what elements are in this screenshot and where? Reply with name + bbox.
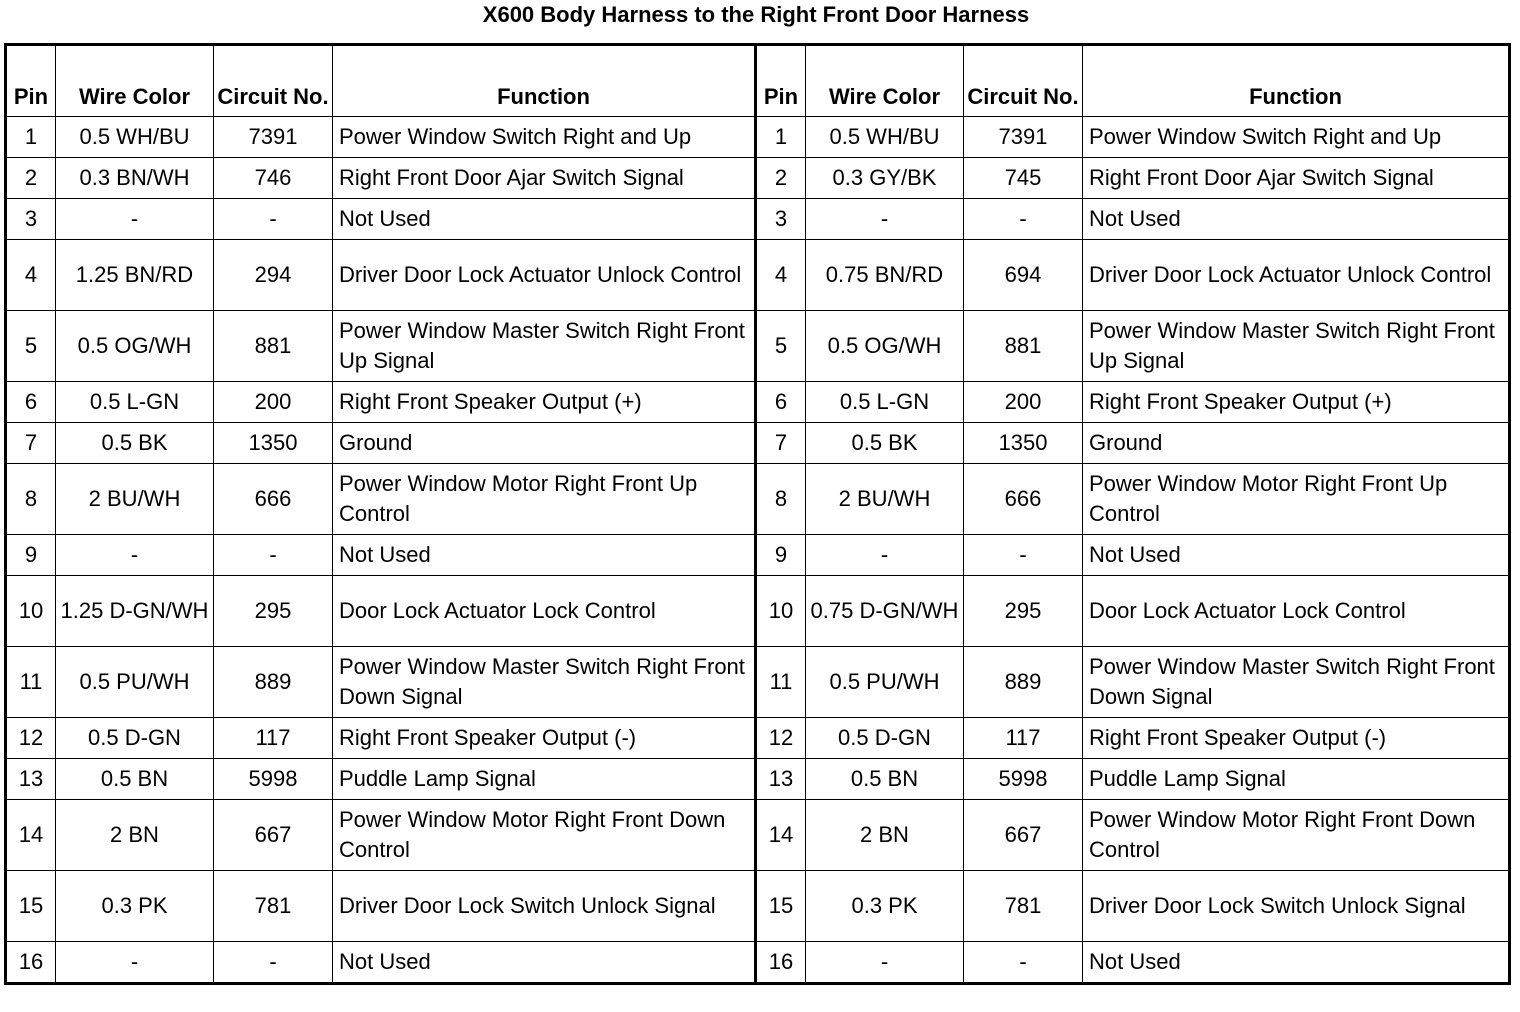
table-row <box>6 759 1510 800</box>
right-circuit-no-cell: 781 <box>964 871 1083 942</box>
right-function-cell: Power Window Motor Right Front Down Control <box>1083 800 1510 871</box>
right-wire-color-cell: 2 BN <box>806 800 964 871</box>
left-function-cell: Power Window Master Switch Right Front Up Signal <box>333 311 756 382</box>
right-circuit-no-cell: 5998 <box>964 759 1083 800</box>
table-row <box>6 647 1510 718</box>
right-circuit-no-cell: 295 <box>964 576 1083 647</box>
right-wire-color-cell: - <box>806 535 964 576</box>
right-function-cell: Not Used <box>1083 942 1510 984</box>
header-pin: Pin <box>6 45 56 117</box>
left-function-cell: Power Window Switch Right and Up <box>333 117 756 158</box>
table-row <box>6 311 1510 382</box>
left-circuit-no-cell: 295 <box>214 576 333 647</box>
right-circuit-no-cell: 745 <box>964 158 1083 199</box>
left-function-cell: Driver Door Lock Actuator Unlock Control <box>333 240 756 311</box>
left-circuit-no-cell: 7391 <box>214 117 333 158</box>
table-row <box>6 942 1510 984</box>
left-wire-color-cell: 0.5 WH/BU <box>56 117 214 158</box>
header-pin: Pin <box>756 45 806 117</box>
right-wire-color-cell: 0.5 PU/WH <box>806 647 964 718</box>
table-row <box>6 240 1510 311</box>
right-pin-cell: 3 <box>756 199 806 240</box>
left-pin-cell: 12 <box>6 718 56 759</box>
left-pin-cell: 11 <box>6 647 56 718</box>
left-pin-cell: 1 <box>6 117 56 158</box>
right-function-cell: Right Front Speaker Output (-) <box>1083 718 1510 759</box>
left-pin-cell: 3 <box>6 199 56 240</box>
left-pin-cell: 4 <box>6 240 56 311</box>
right-pin-cell: 1 <box>756 117 806 158</box>
left-wire-color-cell: 2 BU/WH <box>56 464 214 535</box>
right-pin-cell: 8 <box>756 464 806 535</box>
right-function-cell: Ground <box>1083 423 1510 464</box>
right-function-cell: Not Used <box>1083 535 1510 576</box>
right-circuit-no-cell: 881 <box>964 311 1083 382</box>
right-pin-cell: 6 <box>756 382 806 423</box>
right-wire-color-cell: 0.3 PK <box>806 871 964 942</box>
right-pin-cell: 2 <box>756 158 806 199</box>
table-row <box>6 117 1510 158</box>
right-circuit-no-cell: 889 <box>964 647 1083 718</box>
header-function: Function <box>1083 45 1510 117</box>
right-function-cell: Puddle Lamp Signal <box>1083 759 1510 800</box>
right-pin-cell: 9 <box>756 535 806 576</box>
left-circuit-no-cell: 666 <box>214 464 333 535</box>
header-circuit-no: Circuit No. <box>214 45 333 117</box>
left-wire-color-cell: 2 BN <box>56 800 214 871</box>
table-row <box>6 800 1510 871</box>
right-circuit-no-cell: - <box>964 535 1083 576</box>
right-circuit-no-cell: 666 <box>964 464 1083 535</box>
left-pin-cell: 13 <box>6 759 56 800</box>
left-function-cell: Not Used <box>333 942 756 984</box>
header-row <box>6 45 1510 117</box>
right-circuit-no-cell: 667 <box>964 800 1083 871</box>
table-row <box>6 158 1510 199</box>
left-function-cell: Driver Door Lock Switch Unlock Signal <box>333 871 756 942</box>
right-function-cell: Not Used <box>1083 199 1510 240</box>
header-wire-color: Wire Color <box>806 45 964 117</box>
left-pin-cell: 2 <box>6 158 56 199</box>
right-wire-color-cell: 0.5 OG/WH <box>806 311 964 382</box>
right-pin-cell: 14 <box>756 800 806 871</box>
right-circuit-no-cell: - <box>964 942 1083 984</box>
left-pin-cell: 10 <box>6 576 56 647</box>
table-body <box>6 117 1510 984</box>
right-wire-color-cell: 0.5 L-GN <box>806 382 964 423</box>
header-circuit-no: Circuit No. <box>964 45 1083 117</box>
connector-pinout-table <box>4 43 1511 985</box>
left-circuit-no-cell: - <box>214 535 333 576</box>
right-function-cell: Right Front Speaker Output (+) <box>1083 382 1510 423</box>
left-pin-cell: 15 <box>6 871 56 942</box>
left-wire-color-cell: 1.25 BN/RD <box>56 240 214 311</box>
left-pin-cell: 9 <box>6 535 56 576</box>
right-circuit-no-cell: 1350 <box>964 423 1083 464</box>
left-circuit-no-cell: 746 <box>214 158 333 199</box>
left-wire-color-cell: - <box>56 199 214 240</box>
table-row <box>6 382 1510 423</box>
left-circuit-no-cell: - <box>214 942 333 984</box>
table-row <box>6 576 1510 647</box>
table-row <box>6 871 1510 942</box>
header-wire-color: Wire Color <box>56 45 214 117</box>
table-row <box>6 535 1510 576</box>
right-pin-cell: 7 <box>756 423 806 464</box>
left-wire-color-cell: 0.5 BK <box>56 423 214 464</box>
left-wire-color-cell: - <box>56 942 214 984</box>
left-wire-color-cell: 0.3 PK <box>56 871 214 942</box>
left-function-cell: Door Lock Actuator Lock Control <box>333 576 756 647</box>
right-circuit-no-cell: 117 <box>964 718 1083 759</box>
right-function-cell: Driver Door Lock Switch Unlock Signal <box>1083 871 1510 942</box>
right-pin-cell: 5 <box>756 311 806 382</box>
left-wire-color-cell: 0.5 L-GN <box>56 382 214 423</box>
left-wire-color-cell: 1.25 D-GN/WH <box>56 576 214 647</box>
right-circuit-no-cell: 200 <box>964 382 1083 423</box>
left-circuit-no-cell: 200 <box>214 382 333 423</box>
right-wire-color-cell: 2 BU/WH <box>806 464 964 535</box>
left-pin-cell: 5 <box>6 311 56 382</box>
left-circuit-no-cell: 781 <box>214 871 333 942</box>
left-function-cell: Ground <box>333 423 756 464</box>
right-function-cell: Door Lock Actuator Lock Control <box>1083 576 1510 647</box>
left-circuit-no-cell: 889 <box>214 647 333 718</box>
left-wire-color-cell: 0.5 D-GN <box>56 718 214 759</box>
right-circuit-no-cell: 7391 <box>964 117 1083 158</box>
left-wire-color-cell: - <box>56 535 214 576</box>
left-function-cell: Power Window Motor Right Front Down Control <box>333 800 756 871</box>
document-title: X600 Body Harness to the Right Front Door Harness <box>482 2 1030 27</box>
right-circuit-no-cell: 694 <box>964 240 1083 311</box>
left-function-cell: Not Used <box>333 535 756 576</box>
left-circuit-no-cell: 117 <box>214 718 333 759</box>
right-function-cell: Power Window Switch Right and Up <box>1083 117 1510 158</box>
right-function-cell: Driver Door Lock Actuator Unlock Control <box>1083 240 1510 311</box>
right-wire-color-cell: 0.5 D-GN <box>806 718 964 759</box>
right-pin-cell: 11 <box>756 647 806 718</box>
left-function-cell: Power Window Master Switch Right Front Down Signal <box>333 647 756 718</box>
right-pin-cell: 10 <box>756 576 806 647</box>
right-wire-color-cell: 0.3 GY/BK <box>806 158 964 199</box>
right-wire-color-cell: 0.5 BN <box>806 759 964 800</box>
right-wire-color-cell: 0.75 D-GN/WH <box>806 576 964 647</box>
right-pin-cell: 16 <box>756 942 806 984</box>
table-row <box>6 718 1510 759</box>
left-circuit-no-cell: 667 <box>214 800 333 871</box>
left-function-cell: Right Front Speaker Output (-) <box>333 718 756 759</box>
table-row <box>6 464 1510 535</box>
right-pin-cell: 12 <box>756 718 806 759</box>
right-function-cell: Power Window Master Switch Right Front Up Signal <box>1083 311 1510 382</box>
left-pin-cell: 8 <box>6 464 56 535</box>
table-row <box>6 199 1510 240</box>
left-function-cell: Not Used <box>333 199 756 240</box>
left-circuit-no-cell: - <box>214 199 333 240</box>
right-circuit-no-cell: - <box>964 199 1083 240</box>
right-wire-color-cell: 0.75 BN/RD <box>806 240 964 311</box>
right-wire-color-cell: 0.5 WH/BU <box>806 117 964 158</box>
right-wire-color-cell: 0.5 BK <box>806 423 964 464</box>
right-wire-color-cell: - <box>806 942 964 984</box>
right-pin-cell: 13 <box>756 759 806 800</box>
left-circuit-no-cell: 881 <box>214 311 333 382</box>
left-wire-color-cell: 0.3 BN/WH <box>56 158 214 199</box>
left-circuit-no-cell: 294 <box>214 240 333 311</box>
left-function-cell: Right Front Door Ajar Switch Signal <box>333 158 756 199</box>
left-wire-color-cell: 0.5 PU/WH <box>56 647 214 718</box>
right-pin-cell: 15 <box>756 871 806 942</box>
left-pin-cell: 6 <box>6 382 56 423</box>
left-function-cell: Power Window Motor Right Front Up Control <box>333 464 756 535</box>
table-row <box>6 423 1510 464</box>
left-function-cell: Right Front Speaker Output (+) <box>333 382 756 423</box>
left-pin-cell: 7 <box>6 423 56 464</box>
left-wire-color-cell: 0.5 OG/WH <box>56 311 214 382</box>
left-circuit-no-cell: 1350 <box>214 423 333 464</box>
left-pin-cell: 14 <box>6 800 56 871</box>
right-wire-color-cell: - <box>806 199 964 240</box>
header-function: Function <box>333 45 756 117</box>
left-circuit-no-cell: 5998 <box>214 759 333 800</box>
right-function-cell: Power Window Motor Right Front Up Control <box>1083 464 1510 535</box>
left-pin-cell: 16 <box>6 942 56 984</box>
right-pin-cell: 4 <box>756 240 806 311</box>
right-function-cell: Power Window Master Switch Right Front Down Signal <box>1083 647 1510 718</box>
right-function-cell: Right Front Door Ajar Switch Signal <box>1083 158 1510 199</box>
left-wire-color-cell: 0.5 BN <box>56 759 214 800</box>
left-function-cell: Puddle Lamp Signal <box>333 759 756 800</box>
